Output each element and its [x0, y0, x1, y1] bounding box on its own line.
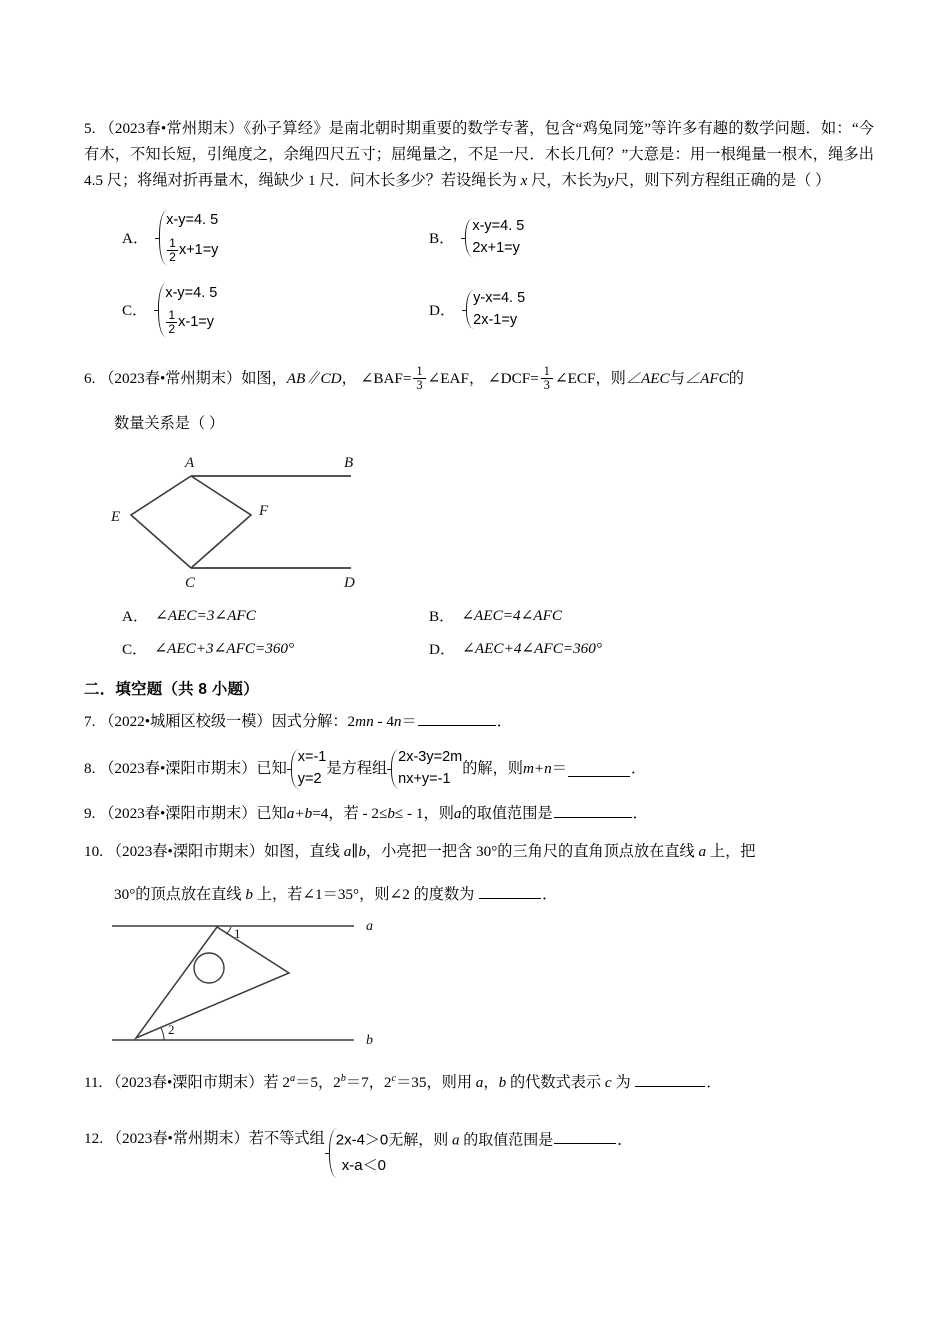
option-a-text: ∠AEC=3∠AFC: [155, 607, 256, 625]
question-6-option-d[interactable]: [417, 638, 777, 659]
angle-1-arc: [226, 927, 231, 934]
option-d-text: ∠AEC+4∠AFC=360°: [462, 640, 602, 658]
option-c-label: C．: [122, 641, 148, 659]
option-c-system: [154, 281, 217, 339]
q11-text-b: ＝5，2: [295, 1073, 341, 1091]
q8-sys2-row2: nx+y=-1: [398, 771, 451, 788]
q11-text-e: ，: [483, 1073, 499, 1091]
question-10-var-a2: a: [698, 842, 707, 860]
question-9-answer-blank[interactable]: [554, 802, 632, 817]
option-d-label: D．: [429, 641, 456, 659]
question-10-number: 10.: [84, 842, 103, 860]
q11-var-a: a: [475, 1073, 484, 1091]
angle-2-arc: [161, 1028, 164, 1040]
label-angle-2: 2: [168, 1021, 175, 1037]
brace-icon: [387, 747, 398, 790]
q11-period: ．: [706, 1073, 722, 1091]
question-10-figure: [84, 916, 874, 1056]
question-10-text-c: 上，把: [706, 842, 756, 860]
option-c-text: ∠AEC+3∠AFC=360°: [154, 640, 295, 658]
label-e: E: [111, 509, 121, 526]
question-7-text-c: ＝: [401, 713, 417, 731]
question-6-stem-c: 的: [728, 369, 744, 387]
question-8: [84, 747, 874, 790]
q11-var-b: b: [498, 1073, 507, 1091]
question-5-var-y: y: [607, 172, 614, 190]
question-9-var-a: a: [453, 804, 462, 822]
question-8-text-d: ＝: [551, 759, 567, 777]
brace-icon: [325, 1126, 336, 1180]
q11-text-g: 为: [611, 1073, 635, 1091]
brace-icon: [155, 208, 166, 266]
question-6-options-row-1: [84, 605, 874, 626]
question-10-stem-line2: [84, 881, 874, 910]
label-line-a: a: [366, 918, 373, 934]
label-c: C: [185, 575, 196, 592]
question-8-text-a: 已知: [256, 759, 287, 777]
comma-2: ，: [468, 369, 485, 387]
question-6-yu: 与: [669, 369, 685, 387]
question-5-line3b: 尺，: [527, 172, 562, 190]
question-5-options-row-1: [84, 208, 874, 266]
option-a-label: A．: [122, 608, 149, 626]
question-8-number: 8.: [84, 759, 96, 777]
question-6-afc: ∠AFC: [684, 369, 729, 387]
q11-exponent-b: b: [340, 1072, 346, 1084]
q8-sys1-row2: y=2: [297, 771, 322, 788]
question-6-angle-expr-2: ∠DCF= $\frac{1}{3}$ ∠ECF: [487, 363, 596, 393]
question-5-line1: 《孙子算经》是南北朝时期重要的数学专著，包含“鸡兔同笼”等许多有趣的数: [243, 120, 760, 137]
question-10-text-a: 如图，直线: [263, 842, 344, 860]
option-b-eq2: 2x+1=y: [472, 239, 520, 256]
question-7-text-a: 因式分解：2: [271, 713, 356, 731]
brace-icon: [154, 281, 165, 339]
option-b-system: [461, 216, 524, 259]
question-8-answer-blank[interactable]: [568, 761, 630, 776]
ruler-hole-circle: [194, 953, 224, 983]
option-c-eq1: x-y=4. 5: [165, 284, 218, 301]
question-7-text-b: - 4: [373, 713, 394, 731]
question-10-var-b: b: [358, 842, 366, 860]
question-10-stem: [84, 839, 874, 865]
question-5-line4b: 尺，则下列方程组正确的是（ ）: [613, 172, 831, 190]
q12-ineq-row2: x-a＜0: [341, 1157, 386, 1175]
option-b-text: ∠AEC=4∠AFC: [461, 607, 562, 625]
question-12-inequality-system: [325, 1126, 633, 1180]
option-c-eq2: $\frac{1}{2}$ x-1=y: [168, 308, 214, 336]
question-8-text-c: 的解，则: [462, 759, 523, 777]
question-9-period: ．: [632, 804, 648, 822]
question-9-var-a-plus-b: a+b: [286, 804, 313, 822]
path-a-e-c: [131, 476, 191, 568]
question-11-answer-blank[interactable]: [635, 1071, 705, 1086]
label-line-b: b: [366, 1032, 373, 1048]
page-content: [84, 116, 874, 1184]
question-12-number: 12.: [84, 1129, 103, 1147]
question-8-source: （2023春•溧阳市期末）: [99, 759, 257, 777]
question-5-option-a[interactable]: [84, 208, 417, 266]
question-6-stem-b: ，则: [595, 369, 626, 387]
q11-var-c: c: [604, 1073, 612, 1091]
question-8-var-m-plus-n: m+n: [522, 759, 552, 777]
label-a: A: [185, 455, 195, 472]
option-d-eq1: y-x=4. 5: [473, 290, 526, 307]
question-7-period: ．: [496, 713, 512, 731]
option-d-label: D．: [429, 302, 456, 320]
q8-sys2-row1: 2x-3y=2m: [398, 749, 463, 766]
q10-line2-var-b: b: [245, 885, 253, 903]
q11-text-d: ＝35，则用: [396, 1073, 476, 1091]
option-b-label: B．: [429, 608, 455, 626]
question-7: [84, 709, 874, 735]
question-6-source: （2023春•常州期末）: [99, 369, 242, 387]
question-6-figure: [84, 445, 874, 593]
question-6-option-a[interactable]: [84, 605, 417, 626]
label-b: B: [344, 455, 354, 472]
q10-period: ．: [542, 885, 558, 903]
q8-sys1-row1: x=-1: [297, 749, 327, 766]
parallel-lines-quadrilateral-diagram: [106, 445, 406, 593]
question-7-var-n: n: [393, 713, 402, 731]
label-d: D: [344, 575, 355, 592]
question-11: [84, 1070, 874, 1096]
q11-text-c: ＝7，2: [345, 1073, 392, 1091]
question-9-text-c: ≤ - 1，则: [394, 804, 454, 822]
q10-line2-a: 30°的顶点放在直线: [114, 885, 246, 903]
question-5-option-b[interactable]: [417, 208, 777, 266]
question-5-line4a: 木长为: [561, 172, 608, 190]
question-5-option-d[interactable]: [417, 281, 777, 339]
question-5-options-row-2: [84, 281, 874, 339]
question-7-number: 7.: [84, 713, 96, 731]
option-c-label: C．: [122, 302, 148, 320]
question-5-line2: 学问题．如：“今有木，不知长短，引绳度之，余绳四尺五寸；屈绳量之，不足一尺．木长几何？”大: [84, 120, 874, 164]
question-6-stem: [84, 365, 874, 393]
question-8-solution-system: [287, 747, 327, 790]
section-2-title: 二．填空题（共 8 小题）: [84, 681, 259, 699]
option-b-eq1: x-y=4. 5: [472, 217, 525, 234]
question-9-number: 9.: [84, 804, 96, 822]
brace-icon: [462, 288, 473, 331]
option-d-system: [462, 288, 525, 331]
question-9-source: （2023春•溧阳市期末）: [99, 804, 257, 822]
q11-exponent-a: a: [290, 1072, 296, 1084]
question-7-source: （2022•城厢区校级一模）: [99, 713, 272, 731]
label-angle-1: 1: [234, 925, 241, 941]
comma-1: ，: [341, 369, 357, 387]
question-6-stem-a: 如图，: [241, 369, 287, 387]
brace-icon: [287, 747, 298, 790]
question-6-option-b[interactable]: [417, 605, 777, 626]
question-6-options-row-2: [84, 638, 874, 659]
question-8-equation-system: [387, 747, 462, 790]
question-5-var-x: x: [520, 172, 528, 190]
option-d-eq2: 2x-1=y: [473, 311, 518, 328]
question-6-aec: ∠AEC: [625, 369, 670, 387]
question-7-answer-blank[interactable]: [418, 711, 496, 726]
question-10-source: （2023春•溧阳市期末）: [106, 842, 264, 860]
q11-text-a: 若 2: [263, 1073, 290, 1091]
question-12-answer-blank[interactable]: [554, 1129, 616, 1144]
question-8-text-b: 是方程组: [326, 759, 388, 777]
option-a-system: [155, 208, 218, 266]
question-9-var-b: b: [387, 804, 395, 822]
option-a-eq2: $\frac{1}{2}$ x+1=y: [169, 235, 219, 264]
question-5-line3a: 意是：用一根绳量一根木，绳多出 4.5 尺；将绳对折再量木，绳缺少 1 尺．问木长多少？若设绳长为: [84, 146, 874, 190]
q11-exponent-c: c: [391, 1072, 397, 1084]
triangle-ruler-between-parallel-lines: [104, 916, 404, 1056]
q12-ineq-row1: 2x-4＞0无解，则 a 的取值范围是 ．: [336, 1126, 633, 1154]
q10-line2-b: 上，若∠1＝35°，则∠2 的度数为: [252, 885, 479, 903]
question-6-ab-cd: AB∥CD: [286, 369, 342, 387]
question-6-stem-line2: 数量关系是（ ）: [114, 415, 225, 433]
question-10-text-b: ，小亮把一把含 30°的三角尺的直角顶点放在直线: [365, 842, 699, 860]
question-9-text-a: 已知: [256, 804, 287, 822]
question-5-option-c[interactable]: [84, 281, 417, 339]
question-9: [84, 801, 874, 827]
question-6-option-c[interactable]: [84, 638, 417, 659]
parallel-symbol: ∥: [351, 842, 359, 860]
question-6-number: 6.: [84, 369, 96, 387]
question-11-number: 11.: [84, 1073, 103, 1091]
question-12-source: （2023春•常州期末）: [106, 1129, 249, 1147]
brace-icon: [461, 216, 472, 259]
option-a-eq1: x-y=4. 5: [166, 212, 219, 229]
option-b-label: B．: [429, 230, 455, 247]
question-9-text-b: =4，若 - 2≤: [312, 804, 388, 822]
question-10-var-a: a: [343, 842, 352, 860]
question-12: [84, 1126, 874, 1180]
question-9-text-d: 的取值范围是: [461, 804, 553, 822]
option-a-label: A．: [122, 230, 149, 247]
question-11-source: （2023春•溧阳市期末）: [106, 1073, 264, 1091]
q12-text-a: 若不等式组: [248, 1129, 325, 1147]
question-10-answer-blank[interactable]: [479, 883, 541, 898]
question-5-stem: [84, 116, 874, 194]
question-8-period: ．: [630, 759, 647, 777]
question-5-number: 5.: [84, 120, 96, 137]
question-7-var-mn: mn: [355, 713, 374, 731]
question-6-angle-expr-1: ∠BAF= $\frac{1}{3}$ ∠EAF: [360, 363, 469, 393]
label-f: F: [259, 503, 269, 520]
question-5-source: （2023春•常州期末）: [99, 120, 244, 137]
path-a-f-c: [191, 476, 251, 568]
q11-text-f: 的代数式表示: [506, 1073, 605, 1091]
